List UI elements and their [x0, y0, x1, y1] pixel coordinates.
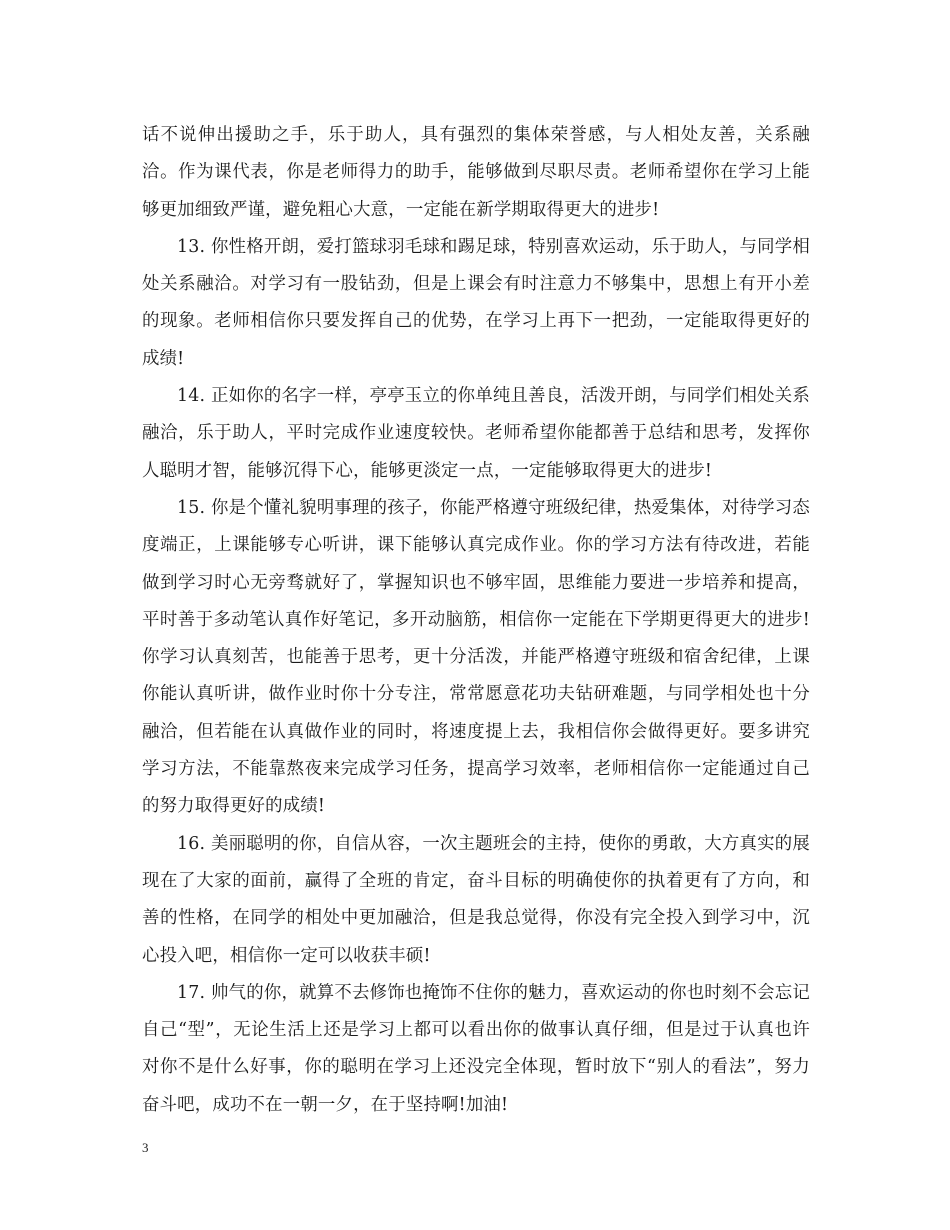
document-body [142, 117, 810, 1124]
paragraph-item-13: 13. 你性格开朗，爱打篮球羽毛球和踢足球，特别喜欢运动，乐于助人，与同学相处关系融洽。对学习有一股钻劲，但是上课会有时注意力不够集中，思想上有开小差的现象。老师相信你只要发挥自己的优势，在学习上再下一把劲，一定能取得更好的成绩! [142, 236, 810, 369]
paragraph-item-16: 16. 美丽聪明的你，自信从容，一次主题班会的主持，使你的勇敢，大方真实的展现在了大家的面前，赢得了全班的肯定，奋斗目标的明确使你的执着更有了方向，和善的性格，在同学的相处中更加融洽，但是我总觉得，你没有完全投入到学习中，沉心投入吧，相信你一定可以收获丰硕! [142, 833, 810, 966]
paragraph-continuation: 话不说伸出援助之手，乐于助人，具有强烈的集体荣誉感，与人相处友善，关系融洽。作为课代表，你是老师得力的助手，能够做到尽职尽责。老师希望你在学习上能够更加细致严谨，避免粗心大意，一定能在新学期取得更大的进步! [142, 125, 810, 220]
paragraph-item-15: 15. 你是个懂礼貌明事理的孩子，你能严格遵守班级纪律，热爱集体，对待学习态度端正，上课能够专心听讲，课下能够认真完成作业。你的学习方法有待改进，若能做到学习时心无旁骛就好了，掌握知识也不够牢固，思维能力要进一步培养和提高，平时善于多动笔认真作好笔记，多开动脑筋，相信你一定能在下学期更得更大的进步! 你学习认真刻苦，也能善于思考，更十分活泼，并能严格遵守班级和宿舍纪律，上课你能认真听讲，做作业时你十分专注，常常愿意花功夫钻研难题，与同学相处也十分融洽，但若能在认真做作业的同时，将速度提上去，我相信你会做得更好。要多讲究学习方法，不能靠熬夜来完成学习任务，提高学习效率，老师相信你一定能通过自己的努力取得更好的成绩! [142, 497, 810, 817]
paragraph-item-17: 17. 帅气的你，就算不去修饰也掩饰不住你的魅力，喜欢运动的你也时刻不会忘记自己“型”，无论生活上还是学习上都可以看出你的做事认真仔细，但是过于认真也许对你不是什么好事，你的聪明在学习上还没完全体现，暂时放下“别人的看法”，努力奋斗吧，成功不在一朝一夕，在于坚持啊!加油! [142, 982, 810, 1115]
page-number: 3 [142, 1140, 149, 1155]
paragraph-item-14: 14. 正如你的名字一样，亭亭玉立的你单纯且善良，活泼开朗，与同学们相处关系融洽，乐于助人，平时完成作业速度较快。老师希望你能都善于总结和思考，发挥你人聪明才智，能够沉得下心，能够更淡定一点，一定能够取得更大的进步! [142, 386, 810, 481]
